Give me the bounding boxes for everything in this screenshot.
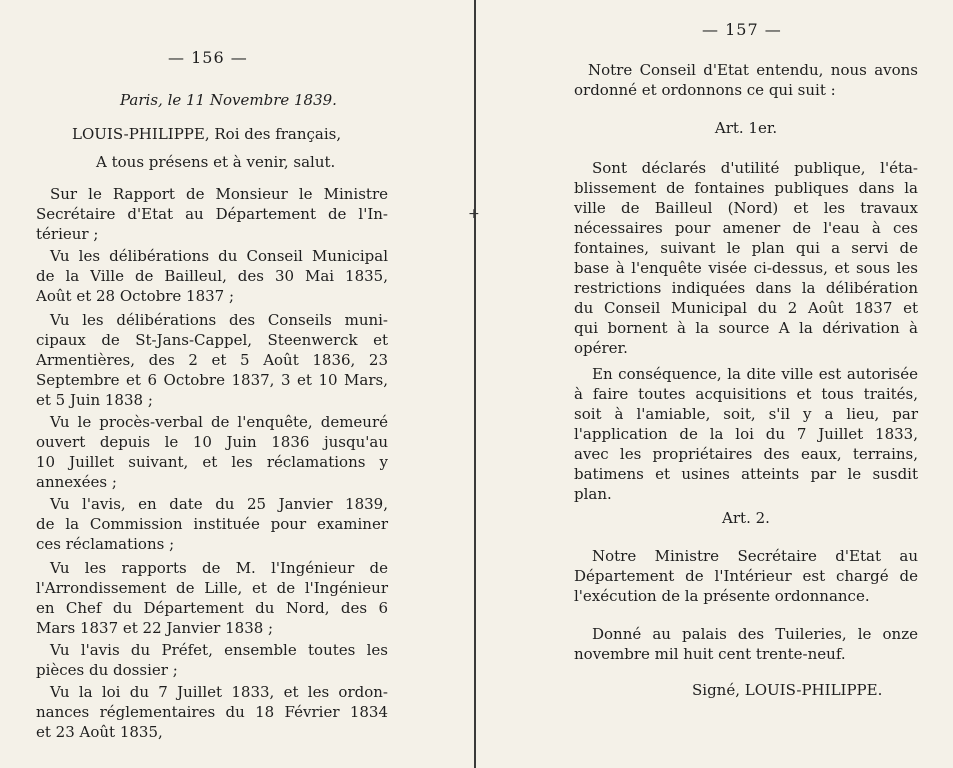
body-line: 10 Juillet suivant, et les réclamations y — [36, 453, 388, 471]
body-line: ordonné et ordonnons ce qui suit : — [574, 81, 836, 99]
king-title: LOUIS-PHILIPPE, Roi des français, — [72, 125, 342, 143]
body-line: novembre mil huit cent trente-neuf. — [574, 645, 846, 663]
gutter-mark: + — [468, 206, 480, 222]
body-line: ces réclamations ; — [36, 535, 175, 553]
body-line: l'application de la loi du 7 Juillet 1833, — [574, 425, 918, 443]
body-line: qui bornent à la source A la dérivation à — [574, 319, 918, 337]
dateline: Paris, le 11 Novembre 1839. — [120, 91, 337, 109]
body-line: térieur ; — [36, 225, 99, 243]
body-line: à faire toutes acquisitions et tous traités, — [574, 385, 918, 403]
body-line: soit à l'amiable, soit, s'il y a lieu, par — [574, 405, 918, 423]
signature: Signé, LOUIS-PHILIPPE. — [692, 681, 883, 699]
body-line: et 5 Juin 1838 ; — [36, 391, 153, 409]
body-line: nances réglementaires du 18 Février 1834 — [36, 703, 388, 721]
body-line: Vu l'avis du Préfet, ensemble toutes les — [50, 641, 388, 659]
body-line: nécessaires pour amener de l'eau à ces — [574, 219, 918, 237]
body-line: et 23 Août 1835, — [36, 723, 163, 741]
body-line: avec les propriétaires des eaux, terrains, — [574, 445, 918, 463]
page-number-right: — 157 — — [702, 20, 782, 39]
body-line: Armentières, des 2 et 5 Août 1836, 23 — [36, 351, 388, 369]
body-line: Notre Ministre Secrétaire d'Etat au — [592, 547, 918, 565]
body-line: ville de Bailleul (Nord) et les travaux — [574, 199, 918, 217]
body-line: pièces du dossier ; — [36, 661, 178, 679]
body-line: de la Ville de Bailleul, des 30 Mai 1835, — [36, 267, 388, 285]
salutation: A tous présens et à venir, salut. — [96, 153, 336, 171]
body-line: Vu la loi du 7 Juillet 1833, et les ordon- — [50, 683, 388, 701]
body-line: Mars 1837 et 22 Janvier 1838 ; — [36, 619, 274, 637]
body-line: l'Arrondissement de Lille, et de l'Ingénieur — [36, 579, 388, 597]
body-line: fontaines, suivant le plan qui a servi de — [574, 239, 918, 257]
body-line: Vu l'avis, en date du 25 Janvier 1839, — [50, 495, 388, 513]
body-line: Vu les délibérations du Conseil Municipal — [50, 247, 388, 265]
body-line: l'exécution de la présente ordonnance. — [574, 587, 870, 605]
body-line: en Chef du Département du Nord, des 6 — [36, 599, 388, 617]
body-line: Sur le Rapport de Monsieur le Ministre — [50, 185, 388, 203]
body-line: Sont déclarés d'utilité publique, l'éta- — [592, 159, 918, 177]
article-1-heading: Art. 1er. — [714, 119, 778, 137]
body-line: Vu les rapports de M. l'Ingénieur de — [50, 559, 388, 577]
body-line: Département de l'Intérieur est chargé de — [574, 567, 918, 585]
body-line: de la Commission instituée pour examiner — [36, 515, 388, 533]
book-gutter — [474, 0, 476, 768]
body-line: du Conseil Municipal du 2 Août 1837 et — [574, 299, 918, 317]
body-line: annexées ; — [36, 473, 117, 491]
body-line: Septembre et 6 Octobre 1837, 3 et 10 Mars, — [36, 371, 388, 389]
body-line: ouvert depuis le 10 Juin 1836 jusqu'au — [36, 433, 388, 451]
body-line: plan. — [574, 485, 612, 503]
body-line: cipaux de St-Jans-Cappel, Steenwerck et — [36, 331, 388, 349]
body-line: Vu les délibérations des Conseils muni- — [50, 311, 388, 329]
body-line: base à l'enquête visée ci-dessus, et sous les — [574, 259, 918, 277]
body-line: batimens et usines atteints par le susdit — [574, 465, 918, 483]
article-2-heading: Art. 2. — [722, 509, 770, 527]
page-number-left: — 156 — — [168, 48, 248, 67]
body-line: Août et 28 Octobre 1837 ; — [36, 287, 235, 305]
body-line: blissement de fontaines publiques dans la — [574, 179, 918, 197]
body-line: restrictions indiquées dans la délibération — [574, 279, 918, 297]
body-line: Secrétaire d'Etat au Département de l'In- — [36, 205, 388, 223]
body-line: En conséquence, la dite ville est autorisée — [592, 365, 918, 383]
body-line: Vu le procès-verbal de l'enquête, demeuré — [50, 413, 388, 431]
body-line: Donné au palais des Tuileries, le onze — [592, 625, 918, 643]
body-line: opérer. — [574, 339, 628, 357]
body-line: Notre Conseil d'Etat entendu, nous avons — [588, 61, 918, 79]
